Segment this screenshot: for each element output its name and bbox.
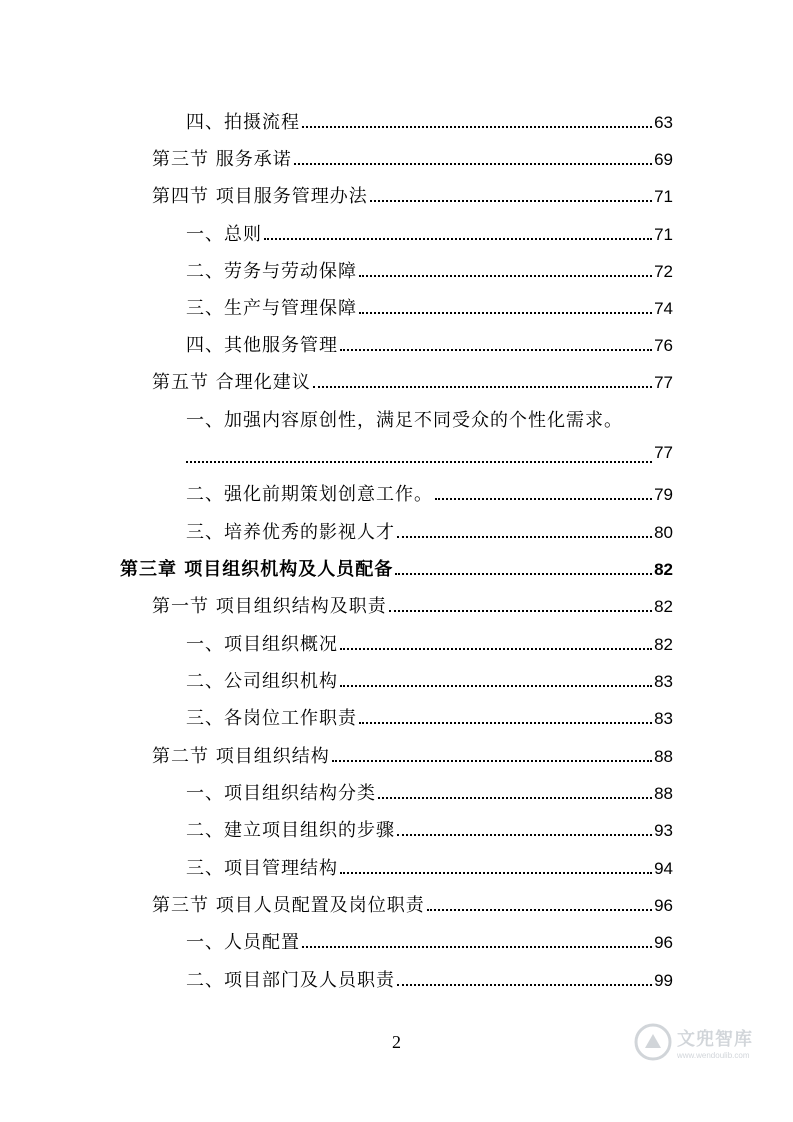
toc-entry-title: 三、培养优秀的影视人才	[186, 522, 395, 543]
toc-entry-page: 96	[654, 896, 673, 915]
toc-entry[interactable]	[152, 182, 673, 206]
toc-entry-title: 四、拍摄流程	[186, 112, 300, 133]
toc-entry-page: 74	[654, 299, 673, 318]
toc-entry-title: 三、项目管理结构	[186, 858, 338, 879]
toc-entry-page: 79	[654, 485, 673, 504]
toc-entry[interactable]	[186, 294, 673, 318]
dot-leader	[378, 796, 652, 799]
toc-entry-page: 69	[654, 150, 673, 169]
toc-entry-title: 第一节 项目组织结构及职责	[152, 596, 387, 617]
toc-entry-page: 77	[654, 443, 673, 462]
toc-entry[interactable]	[186, 928, 673, 952]
toc-entry-title: 二、强化前期策划创意工作。	[186, 484, 433, 505]
watermark	[633, 1022, 753, 1062]
dot-leader	[340, 348, 652, 351]
toc-entry-title: 三、各岗位工作职责	[186, 708, 357, 729]
toc-entry-title: 二、劳务与劳动保障	[186, 261, 357, 282]
toc-entry-page: 77	[654, 373, 673, 392]
toc-entry-page: 80	[654, 523, 673, 542]
dot-leader	[313, 385, 652, 388]
watermark-brand: 文兜智库	[677, 1028, 753, 1050]
toc-entry-page: 72	[654, 262, 673, 281]
toc-entry[interactable]	[186, 108, 673, 132]
toc-entry-title: 第二节 项目组织结构	[152, 746, 330, 767]
toc-entry[interactable]	[186, 854, 673, 878]
toc-entry-continuation[interactable]	[186, 443, 673, 467]
toc-entry-page: 71	[654, 187, 673, 206]
toc-entry-chapter[interactable]	[120, 555, 673, 579]
dot-leader	[340, 871, 652, 874]
toc-entry[interactable]	[186, 518, 673, 542]
toc-entry-title: 四、其他服务管理	[186, 335, 338, 356]
toc-entry[interactable]	[186, 220, 673, 244]
watermark-logo-icon	[633, 1022, 673, 1062]
toc-entry-title: 第五节 合理化建议	[152, 372, 311, 393]
toc-entry-page: 82	[654, 635, 673, 654]
toc-entry[interactable]	[186, 704, 673, 728]
watermark-url: www.wendoulib.com	[677, 1050, 750, 1060]
toc-entry-title: 一、人员配置	[186, 932, 300, 953]
toc-entry-page: 82	[654, 597, 673, 616]
toc-entry-title: 第三节 服务承诺	[152, 149, 292, 170]
toc-entry-title: 一、总则	[186, 224, 262, 245]
toc-entry[interactable]	[152, 742, 673, 766]
toc-entry-title: 二、建立项目组织的步骤	[186, 820, 395, 841]
toc-entry[interactable]	[186, 630, 673, 654]
dot-leader	[359, 311, 652, 314]
dot-leader	[359, 721, 652, 724]
toc-entry-page: 88	[654, 784, 673, 803]
toc-entry-page: 93	[654, 821, 673, 840]
toc-entry-page: 99	[654, 971, 673, 990]
dot-leader	[340, 684, 652, 687]
toc-entry-title: 一、项目组织概况	[186, 634, 338, 655]
toc-entry-page: 96	[654, 933, 673, 952]
toc-entry[interactable]	[186, 480, 673, 504]
dot-leader	[332, 759, 652, 762]
toc-entry[interactable]	[186, 667, 673, 691]
dot-leader	[389, 609, 652, 612]
toc-entry[interactable]	[186, 966, 673, 990]
dot-leader	[302, 125, 652, 128]
toc-entry-page: 63	[654, 113, 673, 132]
page-number: 2	[392, 1032, 401, 1052]
dot-leader	[186, 460, 652, 463]
toc-entry-page: 83	[654, 672, 673, 691]
dot-leader	[264, 237, 652, 240]
toc-entry[interactable]	[186, 331, 673, 355]
toc-entry-title: 第三节 项目人员配置及岗位职责	[152, 895, 425, 916]
toc-entry-title: 第三章 项目组织机构及人员配备	[120, 559, 394, 580]
toc-entry-page: 83	[654, 709, 673, 728]
toc-entry-page: 76	[654, 336, 673, 355]
toc-entry[interactable]	[152, 368, 673, 392]
toc-entry[interactable]	[186, 816, 673, 840]
toc-entry-title: 三、生产与管理保障	[186, 298, 357, 319]
dot-leader	[395, 572, 652, 575]
toc-entry-title: 二、项目部门及人员职责	[186, 970, 395, 991]
dot-leader	[359, 274, 652, 277]
dot-leader	[397, 983, 652, 986]
toc-entry-title: 一、项目组织结构分类	[186, 783, 376, 804]
toc-entry-page: 71	[654, 225, 673, 244]
dot-leader	[397, 833, 652, 836]
toc-entry[interactable]	[152, 592, 673, 616]
toc-entry-title: 第四节 项目服务管理办法	[152, 186, 368, 207]
toc-entry[interactable]	[152, 145, 673, 169]
toc-entry-page: 94	[654, 859, 673, 878]
dot-leader	[294, 162, 652, 165]
dot-leader	[427, 908, 652, 911]
toc-entry-title[interactable]: 一、加强内容原创性，满足不同受众的个性化需求。	[186, 410, 623, 431]
dot-leader	[435, 497, 652, 500]
dot-leader	[340, 647, 652, 650]
toc-entry[interactable]	[186, 779, 673, 803]
toc-entry-title: 二、公司组织机构	[186, 671, 338, 692]
toc-entry-page: 88	[654, 747, 673, 766]
toc-entry[interactable]	[186, 257, 673, 281]
toc-entry[interactable]	[152, 891, 673, 915]
dot-leader	[370, 199, 652, 202]
dot-leader	[397, 535, 652, 538]
dot-leader	[302, 945, 652, 948]
toc-entry-page: 82	[654, 560, 673, 579]
